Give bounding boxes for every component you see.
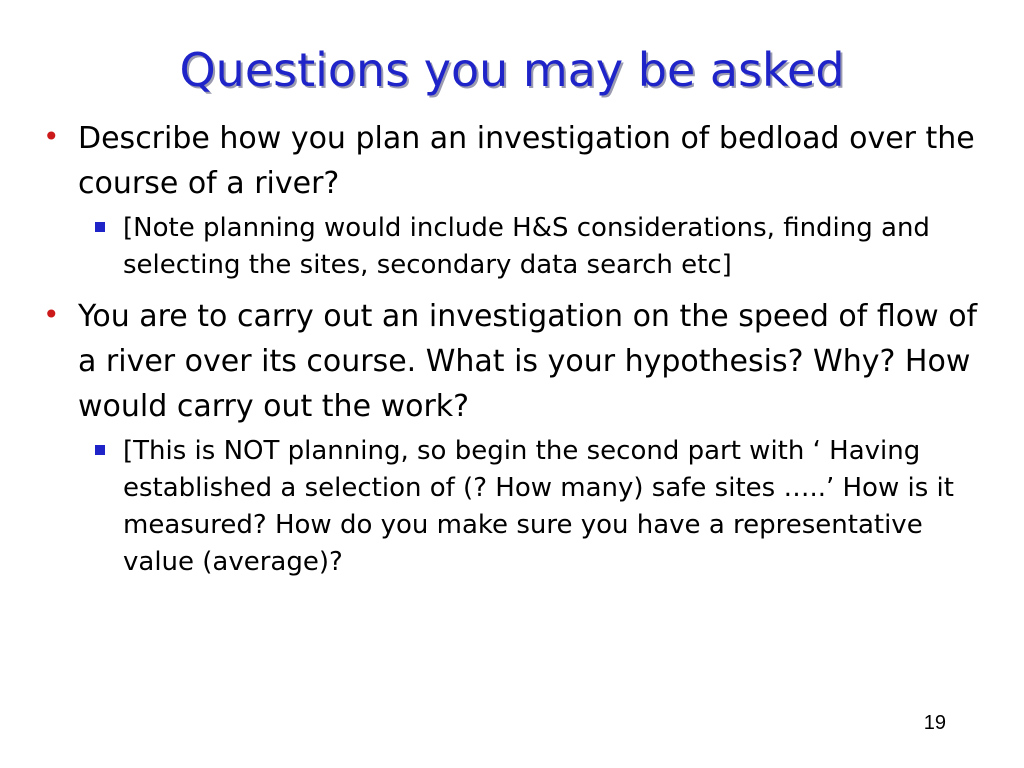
bullet-item: [40, 294, 990, 429]
bullet-dot-icon: •: [43, 298, 60, 331]
slide-number: 19: [923, 712, 946, 734]
slide-title: Questions you may be asked: [179, 43, 845, 97]
bullet-text: You are to carry out an investigation on the speed of flow of a river over its course. What is your hypothesis? Why? How would carry out the work?: [78, 299, 978, 424]
bullet-text: Describe how you plan an investigation of bedload over the course of a river?: [78, 121, 975, 201]
bullet-item: [40, 116, 990, 206]
sub-bullet-item: [85, 433, 990, 581]
bullet-dot-icon: •: [43, 120, 60, 153]
slide-content: [40, 116, 990, 587]
square-bullet-icon: [95, 445, 105, 455]
sub-bullet-text: [Note planning would include H&S considerations, finding and selecting the sites, secondary data search etc]: [123, 213, 930, 280]
sub-bullet-text: [This is NOT planning, so begin the second part with ‘ Having established a selection of (? How many) safe sites …..’ How is it measured? How do you make sure you have a representative value (average)?: [123, 436, 954, 577]
sub-bullet-item: [85, 210, 990, 284]
square-bullet-icon: [95, 222, 105, 232]
